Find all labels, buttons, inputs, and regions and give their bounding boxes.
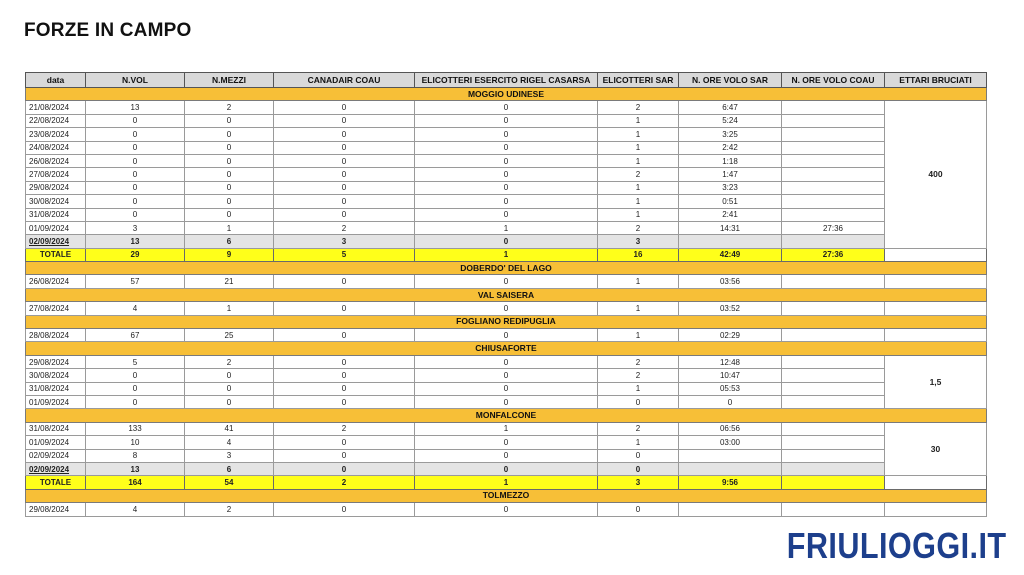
cell-ore-volo-sar: 1:47 — [679, 168, 782, 181]
cell-ore-volo-sar: 2:42 — [679, 141, 782, 154]
cell-n-mezzi: 0 — [185, 168, 274, 181]
cell-elicotteri-sar: 1 — [598, 275, 679, 288]
cell-ore-volo-coau — [782, 154, 885, 167]
cell-ore-volo-sar: 14:31 — [679, 221, 782, 234]
total-cell-ore-volo-sar: 42:49 — [679, 248, 782, 261]
cell-n-mezzi: 0 — [185, 141, 274, 154]
table-row — [26, 449, 987, 462]
cell-ore-volo-sar — [679, 449, 782, 462]
cell-canadair: 0 — [274, 462, 415, 475]
total-label: TOTALE — [26, 476, 86, 489]
cell-ore-volo-coau — [782, 355, 885, 368]
total-cell-elicotteri-esercito: 1 — [415, 476, 598, 489]
page-title: FORZE IN CAMPO — [24, 20, 192, 41]
cell-elicotteri-esercito: 0 — [415, 369, 598, 382]
cell-date: 01/09/2024 — [26, 221, 86, 234]
cell-elicotteri-esercito: 0 — [415, 503, 598, 516]
cell-n-mezzi: 25 — [185, 329, 274, 342]
cell-n-mezzi: 0 — [185, 181, 274, 194]
cell-n-mezzi: 41 — [185, 422, 274, 435]
cell-canadair: 0 — [274, 128, 415, 141]
section-title: MONFALCONE — [26, 409, 987, 422]
cell-ore-volo-coau — [782, 369, 885, 382]
cell-elicotteri-sar: 1 — [598, 436, 679, 449]
cell-n-mezzi: 2 — [185, 503, 274, 516]
table-row — [26, 503, 987, 516]
cell-ore-volo-sar: 3:25 — [679, 128, 782, 141]
header-data: data — [26, 73, 86, 88]
header-canadair-coau: CANADAIR COAU — [274, 73, 415, 88]
section-title: TOLMEZZO — [26, 489, 987, 502]
cell-elicotteri-esercito: 0 — [415, 302, 598, 315]
cell-canadair: 0 — [274, 302, 415, 315]
cell-elicotteri-sar: 1 — [598, 128, 679, 141]
cell-date: 31/08/2024 — [26, 382, 86, 395]
cell-ore-volo-sar: 0:51 — [679, 195, 782, 208]
cell-ore-volo-coau — [782, 395, 885, 408]
cell-canadair: 2 — [274, 422, 415, 435]
cell-n-mezzi: 4 — [185, 436, 274, 449]
section-row-saisera — [26, 288, 987, 301]
cell-ore-volo-coau — [782, 114, 885, 127]
table-row — [26, 329, 987, 342]
cell-n-vol: 0 — [86, 369, 185, 382]
cell-ore-volo-coau — [782, 235, 885, 248]
cell-ore-volo-sar: 10:47 — [679, 369, 782, 382]
cell-ore-volo-sar: 1:18 — [679, 154, 782, 167]
cell-n-mezzi: 6 — [185, 235, 274, 248]
cell-ore-volo-coau — [782, 449, 885, 462]
friulioggi-logo: FRIULIOGGI.IT — [786, 525, 1006, 566]
cell-date: 02/09/2024 — [26, 449, 86, 462]
cell-ore-volo-sar: 0 — [679, 395, 782, 408]
cell-elicotteri-sar: 2 — [598, 168, 679, 181]
cell-ore-volo-sar: 03:52 — [679, 302, 782, 315]
cell-ore-volo-coau — [782, 128, 885, 141]
cell-n-vol: 13 — [86, 235, 185, 248]
section-row-monfalcone — [26, 409, 987, 422]
cell-n-mezzi: 0 — [185, 208, 274, 221]
cell-ore-volo-sar: 02:29 — [679, 329, 782, 342]
cell-n-vol: 0 — [86, 128, 185, 141]
cell-n-vol: 0 — [86, 195, 185, 208]
header-row — [26, 73, 987, 88]
total-cell-canadair: 2 — [274, 476, 415, 489]
cell-ore-volo-coau — [782, 503, 885, 516]
cell-elicotteri-esercito: 0 — [415, 181, 598, 194]
cell-n-vol: 67 — [86, 329, 185, 342]
table-row — [26, 141, 987, 154]
cell-elicotteri-esercito: 0 — [415, 195, 598, 208]
section-row-fogliano — [26, 315, 987, 328]
cell-elicotteri-esercito: 0 — [415, 355, 598, 368]
cell-date: 30/08/2024 — [26, 369, 86, 382]
header-ettari-bruciati: ETTARI BRUCIATI — [885, 73, 987, 88]
cell-date: 29/08/2024 — [26, 503, 86, 516]
cell-canadair: 0 — [274, 195, 415, 208]
cell-canadair: 0 — [274, 449, 415, 462]
cell-n-mezzi: 1 — [185, 302, 274, 315]
cell-date: 31/08/2024 — [26, 422, 86, 435]
cell-n-mezzi: 0 — [185, 195, 274, 208]
total-cell-n-mezzi: 9 — [185, 248, 274, 261]
table-row — [26, 195, 987, 208]
cell-n-vol: 10 — [86, 436, 185, 449]
cell-n-vol: 0 — [86, 141, 185, 154]
cell-ore-volo-coau — [782, 422, 885, 435]
cell-ore-volo-sar — [679, 503, 782, 516]
cell-elicotteri-esercito: 0 — [415, 208, 598, 221]
total-cell-n-vol: 29 — [86, 248, 185, 261]
total-label: TOTALE — [26, 248, 86, 261]
total-cell-n-vol: 164 — [86, 476, 185, 489]
section-row-tolmezzo — [26, 489, 987, 502]
cell-ore-volo-coau — [782, 168, 885, 181]
cell-n-vol: 57 — [86, 275, 185, 288]
cell-n-vol: 0 — [86, 168, 185, 181]
cell-n-mezzi: 2 — [185, 101, 274, 114]
cell-elicotteri-sar: 1 — [598, 302, 679, 315]
cell-elicotteri-sar: 2 — [598, 369, 679, 382]
cell-ettari-bruciati: 1,5 — [885, 355, 987, 409]
cell-ore-volo-sar: 5:24 — [679, 114, 782, 127]
cell-date: 30/08/2024 — [26, 195, 86, 208]
cell-n-vol: 0 — [86, 181, 185, 194]
section-title: DOBERDO' DEL LAGO — [26, 262, 987, 275]
cell-n-vol: 4 — [86, 503, 185, 516]
forze-table-wrapper — [25, 72, 987, 517]
cell-ore-volo-coau — [782, 181, 885, 194]
cell-date: 02/09/2024 — [26, 235, 86, 248]
cell-elicotteri-sar: 1 — [598, 181, 679, 194]
table-row — [26, 181, 987, 194]
table-row — [26, 114, 987, 127]
total-cell-ore-volo-sar: 9:56 — [679, 476, 782, 489]
table-row — [26, 462, 987, 475]
cell-date: 26/08/2024 — [26, 154, 86, 167]
cell-n-mezzi: 21 — [185, 275, 274, 288]
total-cell-ore-volo-coau — [782, 476, 885, 489]
cell-canadair: 0 — [274, 275, 415, 288]
table-row — [26, 422, 987, 435]
section-row-chiusaforte — [26, 342, 987, 355]
cell-n-mezzi: 0 — [185, 382, 274, 395]
cell-elicotteri-esercito: 0 — [415, 462, 598, 475]
table-row — [26, 355, 987, 368]
table-row — [26, 235, 987, 248]
table-row — [26, 154, 987, 167]
cell-n-mezzi: 0 — [185, 369, 274, 382]
header-n-vol: N.VOL — [86, 73, 185, 88]
forze-table — [25, 72, 987, 517]
cell-elicotteri-esercito: 0 — [415, 395, 598, 408]
cell-n-mezzi: 1 — [185, 221, 274, 234]
table-row — [26, 302, 987, 315]
cell-ore-volo-coau — [782, 462, 885, 475]
cell-n-mezzi: 6 — [185, 462, 274, 475]
cell-date: 01/09/2024 — [26, 436, 86, 449]
section-row-doberdo — [26, 262, 987, 275]
table-row — [26, 221, 987, 234]
cell-elicotteri-esercito: 0 — [415, 275, 598, 288]
cell-canadair: 0 — [274, 355, 415, 368]
cell-n-mezzi: 0 — [185, 154, 274, 167]
cell-canadair: 0 — [274, 436, 415, 449]
table-row — [26, 168, 987, 181]
cell-elicotteri-sar: 3 — [598, 235, 679, 248]
table-row — [26, 208, 987, 221]
cell-canadair: 0 — [274, 395, 415, 408]
cell-elicotteri-sar: 2 — [598, 422, 679, 435]
cell-ore-volo-coau — [782, 141, 885, 154]
total-cell-elicotteri-sar: 3 — [598, 476, 679, 489]
header-ore-volo-sar: N. ORE VOLO SAR — [679, 73, 782, 88]
cell-canadair: 0 — [274, 154, 415, 167]
cell-canadair: 0 — [274, 181, 415, 194]
cell-ore-volo-coau — [782, 382, 885, 395]
cell-n-vol: 133 — [86, 422, 185, 435]
cell-elicotteri-sar: 0 — [598, 462, 679, 475]
cell-ore-volo-sar: 06:56 — [679, 422, 782, 435]
header-elicotteri-sar: ELICOTTERI SAR — [598, 73, 679, 88]
cell-ore-volo-coau — [782, 329, 885, 342]
cell-elicotteri-sar: 0 — [598, 503, 679, 516]
table-row — [26, 382, 987, 395]
cell-elicotteri-esercito: 0 — [415, 101, 598, 114]
cell-elicotteri-esercito: 0 — [415, 114, 598, 127]
cell-ore-volo-coau — [782, 275, 885, 288]
table-row — [26, 128, 987, 141]
cell-elicotteri-esercito: 0 — [415, 382, 598, 395]
cell-ettari-bruciati — [885, 329, 987, 342]
cell-canadair: 2 — [274, 221, 415, 234]
cell-n-mezzi: 3 — [185, 449, 274, 462]
cell-canadair: 0 — [274, 329, 415, 342]
cell-ore-volo-coau — [782, 195, 885, 208]
total-cell-n-mezzi: 54 — [185, 476, 274, 489]
cell-elicotteri-esercito: 0 — [415, 329, 598, 342]
cell-n-vol: 0 — [86, 208, 185, 221]
cell-n-mezzi: 0 — [185, 395, 274, 408]
cell-elicotteri-esercito: 0 — [415, 449, 598, 462]
header-ore-volo-coau: N. ORE VOLO COAU — [782, 73, 885, 88]
cell-canadair: 0 — [274, 208, 415, 221]
cell-ore-volo-sar: 2:41 — [679, 208, 782, 221]
table-row — [26, 395, 987, 408]
cell-n-vol: 4 — [86, 302, 185, 315]
cell-date: 27/08/2024 — [26, 302, 86, 315]
total-cell-elicotteri-esercito: 1 — [415, 248, 598, 261]
cell-ettari-bruciati — [885, 503, 987, 516]
cell-ettari-bruciati — [885, 302, 987, 315]
cell-canadair: 0 — [274, 168, 415, 181]
cell-n-mezzi: 0 — [185, 128, 274, 141]
cell-ore-volo-coau — [782, 101, 885, 114]
header-n-mezzi: N.MEZZI — [185, 73, 274, 88]
cell-elicotteri-sar: 1 — [598, 141, 679, 154]
cell-date: 02/09/2024 — [26, 462, 86, 475]
cell-ettari-bruciati: 400 — [885, 101, 987, 248]
cell-n-vol: 0 — [86, 154, 185, 167]
cell-canadair: 0 — [274, 503, 415, 516]
cell-date: 29/08/2024 — [26, 355, 86, 368]
cell-n-vol: 5 — [86, 355, 185, 368]
cell-elicotteri-esercito: 0 — [415, 128, 598, 141]
total-cell-ore-volo-coau: 27:36 — [782, 248, 885, 261]
cell-ore-volo-coau — [782, 436, 885, 449]
table-row — [26, 101, 987, 114]
cell-canadair: 0 — [274, 382, 415, 395]
cell-elicotteri-sar: 2 — [598, 355, 679, 368]
cell-n-vol: 0 — [86, 114, 185, 127]
total-row-moggio — [26, 248, 987, 261]
cell-date: 26/08/2024 — [26, 275, 86, 288]
section-title: MOGGIO UDINESE — [26, 88, 987, 101]
cell-n-vol: 13 — [86, 462, 185, 475]
cell-date: 21/08/2024 — [26, 101, 86, 114]
cell-date: 28/08/2024 — [26, 329, 86, 342]
cell-date: 31/08/2024 — [26, 208, 86, 221]
cell-elicotteri-esercito: 0 — [415, 235, 598, 248]
section-title: CHIUSAFORTE — [26, 342, 987, 355]
cell-elicotteri-sar: 1 — [598, 208, 679, 221]
cell-ore-volo-sar — [679, 462, 782, 475]
cell-ore-volo-coau — [782, 208, 885, 221]
cell-ettari-bruciati: 30 — [885, 422, 987, 476]
cell-elicotteri-sar: 1 — [598, 114, 679, 127]
cell-ore-volo-coau: 27:36 — [782, 221, 885, 234]
cell-n-mezzi: 0 — [185, 114, 274, 127]
cell-canadair: 0 — [274, 141, 415, 154]
cell-date: 24/08/2024 — [26, 141, 86, 154]
cell-n-vol: 8 — [86, 449, 185, 462]
cell-canadair: 3 — [274, 235, 415, 248]
total-ettari-empty — [885, 248, 987, 261]
cell-canadair: 0 — [274, 369, 415, 382]
table-body — [26, 88, 987, 517]
total-cell-canadair: 5 — [274, 248, 415, 261]
cell-ore-volo-sar: 03:56 — [679, 275, 782, 288]
cell-n-vol: 3 — [86, 221, 185, 234]
cell-elicotteri-esercito: 1 — [415, 221, 598, 234]
total-cell-elicotteri-sar: 16 — [598, 248, 679, 261]
header-elicotteri-esercito: ELICOTTERI ESERCITO RIGEL CASARSA — [415, 73, 598, 88]
cell-elicotteri-esercito: 0 — [415, 168, 598, 181]
cell-elicotteri-sar: 1 — [598, 154, 679, 167]
cell-ore-volo-coau — [782, 302, 885, 315]
cell-date: 29/08/2024 — [26, 181, 86, 194]
cell-ore-volo-sar: 03:00 — [679, 436, 782, 449]
cell-elicotteri-esercito: 0 — [415, 436, 598, 449]
cell-ore-volo-sar: 6:47 — [679, 101, 782, 114]
cell-ore-volo-sar: 05:53 — [679, 382, 782, 395]
cell-date: 01/09/2024 — [26, 395, 86, 408]
section-title: FOGLIANO REDIPUGLIA — [26, 315, 987, 328]
cell-ore-volo-sar — [679, 235, 782, 248]
cell-canadair: 0 — [274, 114, 415, 127]
table-row — [26, 436, 987, 449]
cell-n-vol: 0 — [86, 382, 185, 395]
cell-elicotteri-esercito: 0 — [415, 154, 598, 167]
table-row — [26, 275, 987, 288]
table-row — [26, 369, 987, 382]
cell-elicotteri-sar: 1 — [598, 329, 679, 342]
cell-elicotteri-sar: 2 — [598, 101, 679, 114]
cell-elicotteri-esercito: 0 — [415, 141, 598, 154]
cell-ettari-bruciati — [885, 275, 987, 288]
cell-elicotteri-sar: 2 — [598, 221, 679, 234]
cell-n-vol: 0 — [86, 395, 185, 408]
cell-ore-volo-sar: 3:23 — [679, 181, 782, 194]
cell-elicotteri-sar: 1 — [598, 195, 679, 208]
cell-n-mezzi: 2 — [185, 355, 274, 368]
total-ettari-empty — [885, 476, 987, 489]
cell-n-vol: 13 — [86, 101, 185, 114]
cell-date: 22/08/2024 — [26, 114, 86, 127]
cell-date: 27/08/2024 — [26, 168, 86, 181]
cell-elicotteri-sar: 1 — [598, 382, 679, 395]
cell-canadair: 0 — [274, 101, 415, 114]
section-row-moggio — [26, 88, 987, 101]
cell-elicotteri-sar: 0 — [598, 395, 679, 408]
cell-date: 23/08/2024 — [26, 128, 86, 141]
cell-elicotteri-esercito: 1 — [415, 422, 598, 435]
cell-elicotteri-sar: 0 — [598, 449, 679, 462]
total-row-monfalcone — [26, 476, 987, 489]
section-title: VAL SAISERA — [26, 288, 987, 301]
cell-ore-volo-sar: 12:48 — [679, 355, 782, 368]
